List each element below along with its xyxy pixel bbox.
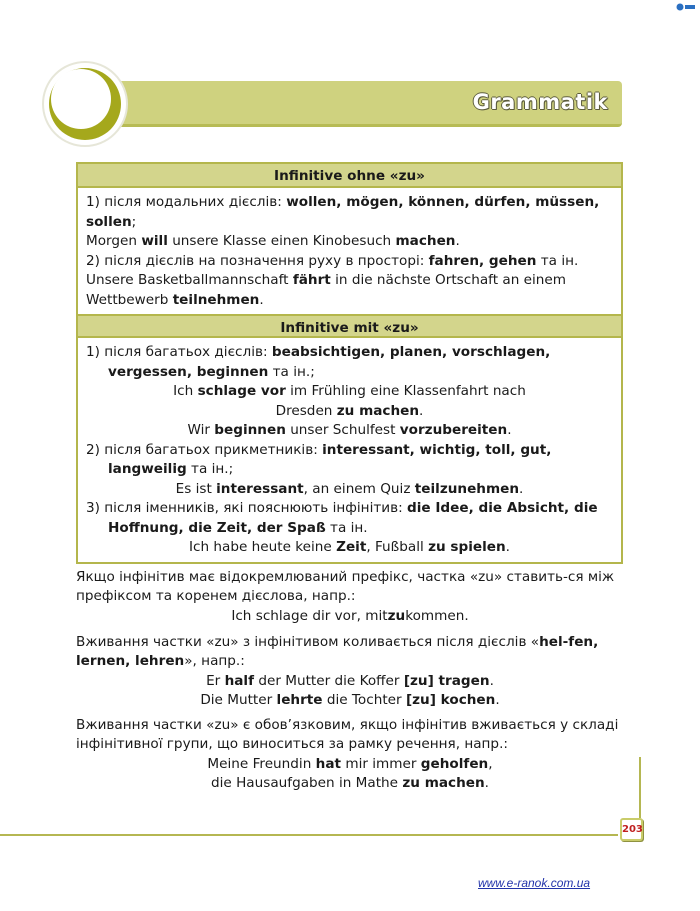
paragraph-text: Вживання частки «zu» з інфінітивом коливається після дієслів «hel-fen, lernen, lehren», напр.: bbox=[76, 634, 599, 670]
paragraph-text: Вживання частки «zu» є обов’язковим, якщо інфінітив вживається у складі інфінітивної групи, що виноситься за рамку речення, напр.: bbox=[76, 717, 619, 753]
page-number: 203 bbox=[620, 818, 643, 841]
example-line: Unsere Basketballmannschaft fährt in die nächste Ortschaft an einem Wettbewerb teilnehmen. bbox=[86, 272, 566, 308]
infinitive-mit-zu-body bbox=[78, 338, 621, 562]
decorative-rule-horizontal bbox=[0, 834, 618, 836]
infinitive-ohne-zu-heading: Infinitive ohne «zu» bbox=[78, 164, 621, 188]
paragraph-separable-prefix bbox=[76, 568, 624, 626]
example-line: Er half der Mutter die Koffer [zu] tragen. bbox=[206, 672, 494, 689]
publisher-logo-icon bbox=[676, 2, 696, 12]
rule-line: 1) після модальних дієслів: wollen, mögen, können, dürfen, müssen, sollen; bbox=[86, 194, 600, 230]
example-line: Meine Freundin hat mir immer geholfen, bbox=[207, 755, 493, 772]
paragraph-optional-zu bbox=[76, 633, 624, 710]
rule-line: 3) після іменників, які пояснюють інфінітив: die Idee, die Absicht, die Hoffnung, die Zeit, der Spaß та ін. bbox=[86, 500, 598, 536]
example-line: Ich habe heute keine Zeit, Fußball zu spielen. bbox=[188, 539, 510, 555]
section-header-bar bbox=[58, 81, 622, 127]
rule-line: 2) після дієслів на позначення руху в просторі: fahren, gehen та ін. bbox=[86, 252, 579, 269]
example-line: Ich schlage vor im Frühling eine Klassenfahrt nach Dresden zu machen. bbox=[173, 383, 526, 419]
example-line: Es ist interessant, an einem Quiz teilzunehmen. bbox=[175, 480, 524, 497]
rule-line: 1) після багатьох дієслів: beabsichtigen, planen, vorschlagen, vergessen, beginnen та ін.; bbox=[86, 344, 551, 380]
decorative-rule-vertical bbox=[639, 757, 641, 818]
crescent-circle-icon bbox=[41, 60, 129, 148]
example-line: Morgen will unsere Klasse einen Kinobesuch machen. bbox=[86, 233, 460, 249]
infinitive-mit-zu-heading: Infinitive mit «zu» bbox=[78, 314, 621, 338]
rule-line: 2) після багатьох прикметників: interessant, wichtig, toll, gut, langweilig та ін.; bbox=[86, 441, 552, 477]
example-line: Ich schlage dir vor, mitzukommen. bbox=[231, 607, 469, 624]
paragraph-text: Якщо інфінітив має відокремлюваний префікс, частка «zu» ставить-ся між префіксом та коренем дієслова, напр.: bbox=[76, 569, 615, 605]
section-title: Grammatik bbox=[472, 90, 608, 114]
grammar-table bbox=[76, 162, 623, 564]
example-line: Die Mutter lehrte die Tochter [zu] kochen. bbox=[200, 691, 500, 708]
paragraph-mandatory-zu bbox=[76, 716, 624, 793]
infinitive-ohne-zu-body bbox=[78, 188, 621, 314]
example-line: die Hausaufgaben in Mathe zu machen. bbox=[211, 774, 489, 791]
publisher-website-link[interactable]: www.e-ranok.com.ua bbox=[478, 876, 591, 890]
example-line: Wir beginnen unser Schulfest vorzubereiten. bbox=[187, 422, 512, 438]
